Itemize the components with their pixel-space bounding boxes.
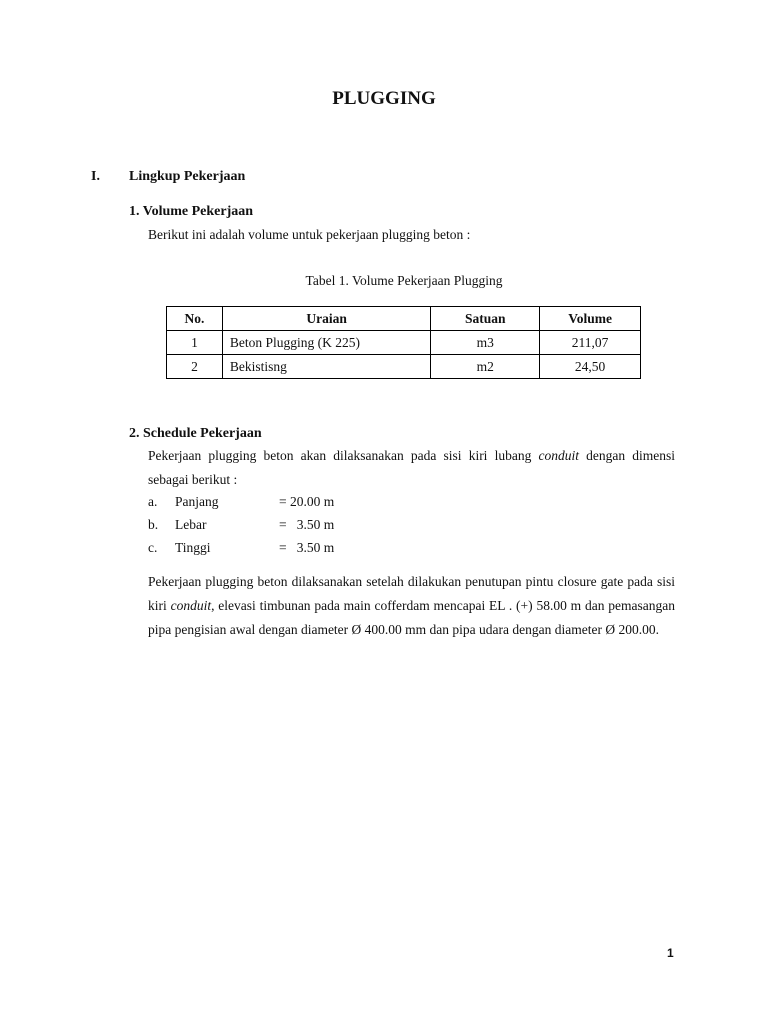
section-number: I. [91,169,100,184]
subsection-1-heading: 1. Volume Pekerjaan [129,204,254,219]
dimension-label-panjang: Panjang [175,494,219,509]
column-header-uraian: Uraian [222,307,430,331]
cell-volume: 211,07 [540,331,641,355]
subsection-1-intro: Berikut ini adalah volume untuk pekerjaan plugging beton : [148,227,471,242]
page-title: PLUGGING [332,88,436,109]
execution-paragraph [148,570,675,642]
subsection-2-heading: 2. Schedule Pekerjaan [129,426,262,441]
section-heading: Lingkup Pekerjaan [129,169,246,184]
conduit-term: conduit [170,598,212,613]
cell-uraian: Beton Plugging (K 225) [222,331,430,355]
column-header-no: No. [167,307,223,331]
table-caption: Tabel 1. Volume Pekerjaan Plugging [305,273,503,288]
execution-paragraph-text-a: Pekerjaan plugging beton dilaksanakan setelah dilakukan penutupan pintu closure gate pada sisi kiri [148,574,675,613]
dimension-label-tinggi: Tinggi [175,540,211,555]
execution-paragraph-text-b: , elevasi timbunan pada main cofferdam mencapai EL . (+) 58.00 m dan pemasangan pipa pengisian awal dengan diameter Ø 400.00 mm dan pipa udara dengan diameter Ø 200.00. [148,598,676,637]
cell-volume: 24,50 [540,355,641,379]
dimension-letter-a: a. [148,494,158,509]
dimension-value-lebar: = 3.50 m [279,517,335,532]
cell-no: 1 [167,331,223,355]
dimension-value-tinggi: = 3.50 m [279,540,335,555]
dimension-label-lebar: Lebar [175,517,207,532]
column-header-volume: Volume [540,307,641,331]
schedule-paragraph [148,444,675,492]
cell-no: 2 [167,355,223,379]
table-header-row [167,307,641,331]
cell-uraian: Bekistisng [222,355,430,379]
table-row [167,355,641,379]
column-header-satuan: Satuan [431,307,540,331]
conduit-term: conduit [538,448,579,463]
schedule-paragraph-text-b: dengan dimensi sebagai berikut : [148,448,676,487]
dimension-value-panjang: = 20.00 m [279,494,335,509]
dimension-letter-c: c. [148,540,158,555]
table-row [167,331,641,355]
dimension-letter-b: b. [148,517,159,532]
cell-satuan: m3 [431,331,540,355]
page-number: 1 [667,946,674,960]
cell-satuan: m2 [431,355,540,379]
schedule-paragraph-text-a: Pekerjaan plugging beton akan dilaksanakan pada sisi kiri lubang [148,448,539,463]
volume-table [166,306,641,379]
